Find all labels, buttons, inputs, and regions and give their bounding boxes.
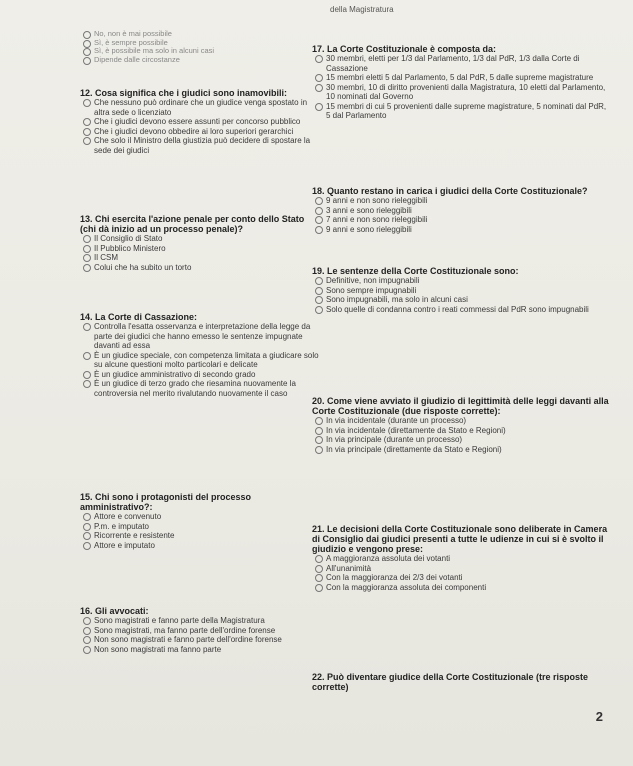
option[interactable]: Con la maggioranza dei 2/3 dei votanti [312, 573, 612, 583]
question-title: 12. Cosa significa che i giudici sono inamovibili: [80, 88, 288, 98]
option[interactable]: Che solo il Ministro della giustizia può decidere di spostare la sede dei giudici [80, 136, 320, 155]
question-title: 14. La Corte di Cassazione: [80, 312, 198, 322]
question-12 [80, 88, 320, 155]
option[interactable]: È un giudice di terzo grado che riesamina nuovamente la controversia nel merito rivalutando nuovamente il caso [80, 379, 320, 398]
option[interactable]: Che i giudici devono obbedire ai loro superiori gerarchici [80, 127, 320, 137]
option[interactable]: In via principale (durante un processo) [312, 435, 612, 445]
option[interactable]: Non sono magistrati ma fanno parte [80, 645, 320, 655]
option[interactable]: Non sono magistrati e fanno parte dell'ordine forense [80, 635, 320, 645]
option[interactable]: 15 membri eletti 5 dal Parlamento, 5 dal PdR, 5 dalle supreme magistrature [312, 73, 612, 83]
option[interactable]: Ricorrente e resistente [80, 531, 320, 541]
page-number: 2 [595, 709, 603, 724]
option[interactable]: Attore e convenuto [80, 512, 320, 522]
question-18 [312, 186, 612, 234]
question-14 [80, 312, 320, 398]
option[interactable]: A maggioranza assoluta dei votanti [312, 554, 612, 564]
question-19 [312, 266, 612, 314]
question-title: 15. Chi sono i protagonisti del processo amministrativo?: [80, 492, 252, 512]
question-title: 18. Quanto restano in carica i giudici della Corte Costituzionale? [312, 186, 588, 196]
option[interactable]: 3 anni e sono rieleggibili [312, 206, 612, 216]
question-21 [312, 524, 612, 592]
question-title: 20. Come viene avviato il giudizio di legittimità delle leggi davanti alla Corte Costituzionale (due risposte corrette): [312, 396, 609, 416]
question-16 [80, 606, 320, 654]
question-title: 13. Chi esercita l'azione penale per conto dello Stato (chi dà inizio ad un processo penale)? [80, 214, 305, 234]
header-subject: della Magistratura [330, 5, 394, 14]
option[interactable]: All'unanimità [312, 564, 612, 574]
option[interactable]: Sì, è possibile ma solo in alcuni casi [80, 47, 320, 56]
option[interactable]: 30 membri, eletti per 1/3 dal Parlamento, 1/3 dal PdR, 1/3 dalla Corte di Cassazione [312, 54, 612, 73]
option[interactable]: Sono magistrati, ma fanno parte dell'ordine forense [80, 626, 320, 636]
question-title: 21. Le decisioni della Corte Costituzionale sono deliberate in Camera di Consiglio dai giudici presenti a tutte le udienze in cui si è svolto il giudizio e vengono prese: [312, 524, 608, 554]
question-title: 22. Può diventare giudice della Corte Costituzionale (tre risposte corrette) [312, 672, 589, 692]
option[interactable]: Dipende dalle circostanze [80, 56, 320, 65]
question-title: 17. La Corte Costituzionale è composta da: [312, 44, 497, 54]
option[interactable]: No, non è mai possibile [80, 30, 320, 39]
option[interactable]: È un giudice amministrativo di secondo grado [80, 370, 320, 380]
option[interactable]: P.m. e imputato [80, 522, 320, 532]
option[interactable]: Che nessuno può ordinare che un giudice venga spostato in altra sede o licenziato [80, 98, 320, 117]
question-17 [312, 44, 612, 121]
question-title: 16. Gli avvocati: [80, 606, 149, 616]
option[interactable]: 9 anni e non sono rieleggibili [312, 196, 612, 206]
question-22 [312, 672, 612, 692]
option[interactable]: Attore e imputato [80, 541, 320, 551]
option[interactable]: In via incidentale (durante un processo) [312, 416, 612, 426]
option[interactable]: Sono impugnabili, ma solo in alcuni casi [312, 295, 612, 305]
question-20 [312, 396, 612, 454]
option[interactable]: In via incidentale (direttamente da Stato e Regioni) [312, 426, 612, 436]
question-15 [80, 492, 320, 550]
option[interactable]: Il Consiglio di Stato [80, 234, 320, 244]
option[interactable]: Definitive, non impugnabili [312, 276, 612, 286]
option[interactable]: Colui che ha subito un torto [80, 263, 320, 273]
option[interactable]: È un giudice speciale, con competenza limitata a giudicare solo su alcune questioni molto particolari e delicate [80, 351, 320, 370]
option[interactable]: 9 anni e sono rieleggibili [312, 225, 612, 235]
option[interactable]: Il CSM [80, 253, 320, 263]
option[interactable]: Sono sempre impugnabili [312, 286, 612, 296]
option[interactable]: 7 anni e non sono rieleggibili [312, 215, 612, 225]
option[interactable]: Che i giudici devono essere assunti per concorso pubblico [80, 117, 320, 127]
option[interactable]: Solo quelle di condanna contro i reati commessi dal PdR sono impugnabili [312, 305, 612, 315]
pre-options [80, 30, 320, 64]
option[interactable]: Il Pubblico Ministero [80, 244, 320, 254]
option[interactable]: Con la maggioranza assoluta dei componenti [312, 583, 612, 593]
question-title: 19. Le sentenze della Corte Costituzionale sono: [312, 266, 519, 276]
option[interactable]: 30 membri, 10 di diritto provenienti dalla Magistratura, 10 eletti dal Parlamento, 10 nominati dal Governo [312, 83, 612, 102]
option[interactable]: Sì, è sempre possibile [80, 39, 320, 48]
option[interactable]: 15 membri di cui 5 provenienti dalle supreme magistrature, 5 nominati dal PdR, 5 dal Parlamento [312, 102, 612, 121]
option[interactable]: In via principale (direttamente da Stato e Regioni) [312, 445, 612, 455]
option[interactable]: Sono magistrati e fanno parte della Magistratura [80, 616, 320, 626]
question-13 [80, 214, 320, 272]
option[interactable]: Controlla l'esatta osservanza e interpretazione della legge da parte dei giudici che hanno emesso le sentenze impugnate davanti ad essa [80, 322, 320, 351]
